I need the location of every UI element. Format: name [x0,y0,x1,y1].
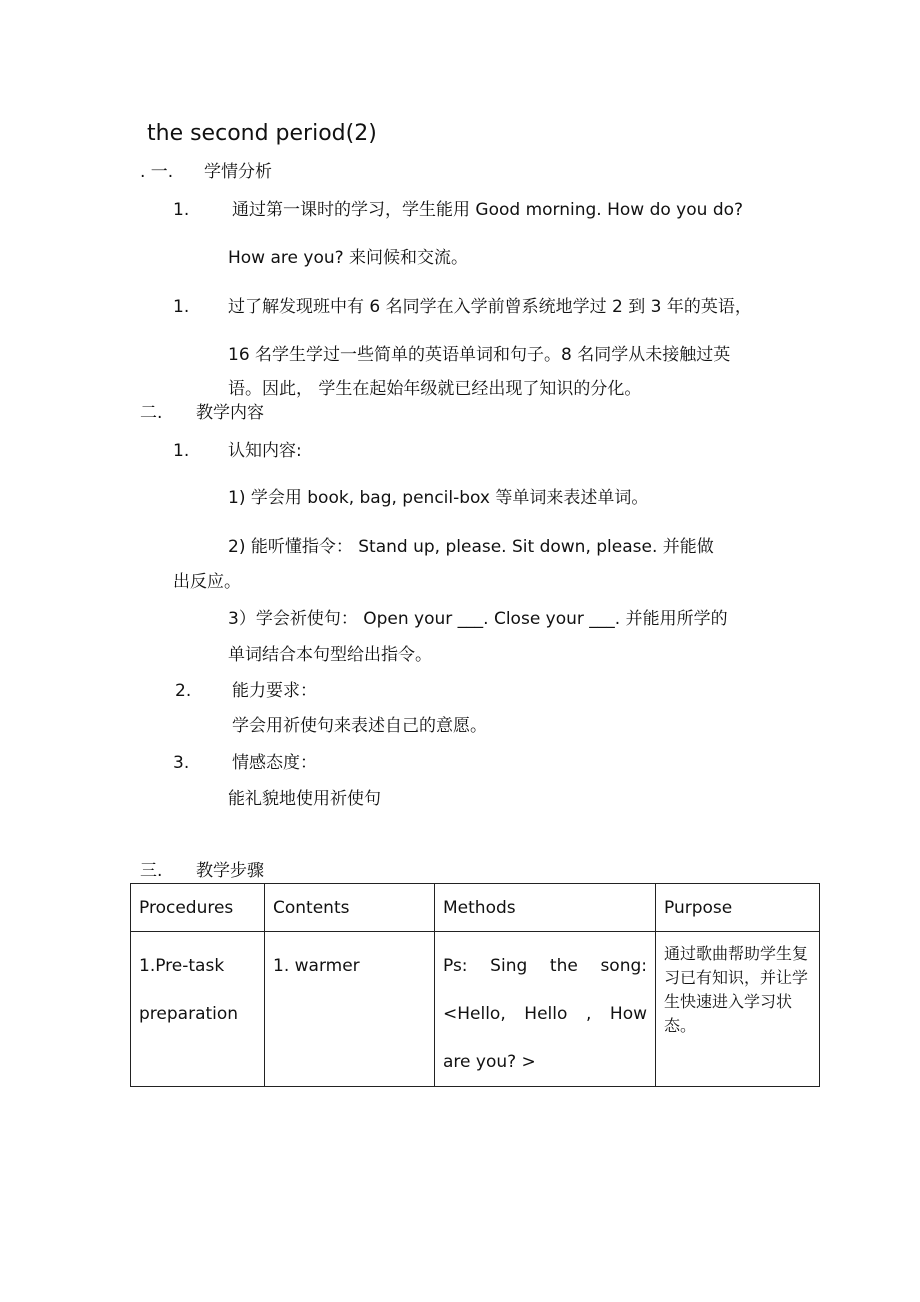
method-line1: Ps: Sing the song: [443,956,647,976]
s1-item1-line1: 通过第一课时的学习，学生能用 Good morning. How do you do? [232,200,744,220]
procedure-line1: 1.Pre-task [139,956,225,976]
procedure-line2: preparation [139,1004,239,1024]
s2-sub2-line1: 2) 能听懂指令： Stand up, please. Sit down, please. 并能做 [228,537,714,557]
page-title: the second period(2) [147,121,377,146]
purpose-text: 通过歌曲帮助学生复习已有知识，并让学生快速进入学习状态。 [664,944,809,1035]
section-2-number: 二. [140,403,163,423]
s2-sub1: 1) 学会用 book, bag, pencil-box 等单词来表述单词。 [228,488,649,508]
header-contents: Contents [265,884,435,932]
cell-procedure [131,932,265,1087]
s2-item1-label: 认知内容: [228,441,302,461]
cell-method [435,932,656,1087]
s2-item2-number: 2. [175,681,192,701]
procedure-table [130,883,820,1087]
method-line2: <Hello, Hello , How [443,1004,647,1024]
cell-purpose [656,932,820,1087]
section-1-heading: 学情分析 [204,162,272,182]
cell-content [265,932,435,1087]
s1-item1-line2: How are you? 来问候和交流。 [228,248,469,268]
s2-item3-text: 能礼貌地使用祈使句 [228,789,381,809]
s2-item2-label: 能力要求： [232,681,317,701]
section-3-number: 三. [140,861,163,881]
s1-item2-line1: 过了解发现班中有 6 名同学在入学前曾系统地学过 2 到 3 年的英语， [228,297,752,317]
table-header-row [131,884,820,932]
s2-item3-number: 3. [173,753,190,773]
method-line3: are you? > [443,1052,536,1072]
s2-item1-number: 1. [173,441,190,461]
header-methods: Methods [435,884,656,932]
section-2-heading: 教学内容 [196,403,264,423]
s2-item2-text: 学会用祈使句来表述自己的意愿。 [232,716,487,736]
section-1-number: . 一. [140,162,174,182]
s2-sub3-line2: 单词结合本句型给出指令。 [228,645,432,665]
s1-item1-number: 1. [173,200,190,220]
header-purpose: Purpose [656,884,820,932]
s1-item2-line3: 语。因此， 学生在起始年级就已经出现了知识的分化。 [228,379,642,399]
s2-item3-label: 情感态度： [232,753,317,773]
s1-item2-number: 1. [173,297,190,317]
s2-sub2-line2: 出反应。 [173,572,241,592]
header-procedures: Procedures [131,884,265,932]
s1-item2-line2: 16 名学生学过一些简单的英语单词和句子。8 名同学从未接触过英 [228,345,731,365]
table-row [131,932,820,1087]
section-3-heading: 教学步骤 [196,861,264,881]
s2-sub3-line1: 3）学会祈使句： Open your ___. Close your ___. 并能用所学的 [228,609,728,629]
content-text: 1. warmer [273,956,360,976]
